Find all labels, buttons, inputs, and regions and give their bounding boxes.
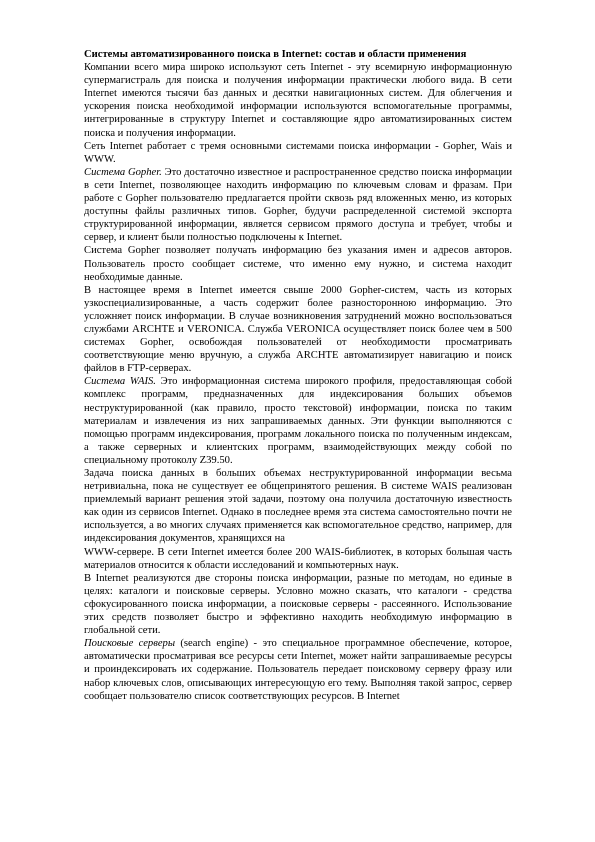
paragraph-2	[84, 140, 512, 166]
paragraph-1	[84, 61, 512, 140]
paragraph-text: Система Gopher позволяет получать информацию без указания имен и адресов авторов. Пользователь просто сообщает системе, что именно ему нужно, и система находит необходимые данные.	[84, 245, 512, 283]
paragraph-9	[84, 572, 512, 637]
paragraph-text: В настоящее время в Internet имеется свыше 2000 Gopher-систем, часть из которых узкоспециализированные, а часть содержит более разносторонною информацию. Это усложняет поиск информации. В случае возникновения затруднений можно воспользоваться службами ARCHTE и VERONICA. Служба VERONICA осуществляет поиск более чем в 500 системах Gopher, освобождая пользователей от необходимости просматривать соответствующие меню вручную, а служба ARCHTE автоматизирует навигацию и поиск файлов в FTP-серверах.	[84, 284, 512, 375]
paragraph-text: (search engine) - это специальное программное обеспечение, которое, автоматически просматривая все ресурсы сети Internet, может найти запрашиваемые ресурсы и проиндексировать их содержание. Пользователь передает поисковому серверу фразу или набор ключевых слов, описывающих интересующую его тему. Выполняя такой запрос, сервер сообщает пользователю список соответствующих ресурсов. В Internet	[84, 638, 512, 702]
paragraph-text: В Internet реализуются две стороны поиска информации, разные по методам, но единые в целях: каталоги и поисковые серверы. Условно можно сказать, что каталоги - средства сфокусированного поиска информации, а поисковые серверы - рассеянного. Использование этих средств позволяет быстро и эффективно находить необходимую информацию в глобальной сети.	[84, 572, 512, 637]
paragraph-text: WWW-сервере. В сети Internet имеется более 200 WAIS-библиотек, в которых большая часть материалов относится к области исследований и компьютерных наук.	[84, 546, 512, 571]
paragraph-8	[84, 546, 512, 572]
paragraph-text: Задача поиска данных в больших объемах неструктурированной информации весьма нетривиальна, пока не существует ее общепринятого решения. В системе WAIS реализован приемлемый вариант решения этой задачи, поэтому она получила достаточную известность как один из сервисов Internet. Однако в последнее время эта система самостоятельно почти не используется, а во многих случаях применяется как вспомогательное средство, например, для индексирования документов, хранящихся на	[84, 468, 512, 545]
paragraph-text: Сеть Internet работает с тремя основными системами поиска информации - Gopher, Wais и WWW.	[84, 140, 512, 165]
paragraph-5	[84, 284, 512, 376]
paragraph-6	[84, 375, 512, 467]
paragraph-text: Это информационная система широкого профиля, предоставляющая собой комплекс программ, предназначенных для индексирования больших объемов неструктурированной (как правило, просто текстовой) информации, поиска по таким материалам и извлечения из них запрашиваемых данных. Эти функции выполняются с помощью программ индексирования, программ локального поиска по полученным индексам, а также серверных и клиентских программ, взаимодействующих между собой по специальному протоколу Z39.50.	[84, 376, 512, 466]
paragraph-10	[84, 637, 512, 702]
paragraph-3	[84, 166, 512, 245]
term-heading: Система Gopher.	[84, 166, 162, 178]
paragraph-text: Компании всего мира широко используют сеть Internet - эту всемирную информационную супермагистраль для поиска и получения информации практически любого вида. В сети Internet имеются тысячи баз данных и десятки навигационных систем. Для облегчения и ускорения поиска необходимой информации используются вспомогательные программы, интегрированные в структуру Internet и составляющие ядро автоматизированных систем поиска и получения информации.	[84, 62, 512, 139]
document-title: Системы автоматизированного поиска в Internet: состав и области применения	[84, 49, 467, 60]
term-heading: Поисковые серверы	[84, 638, 175, 650]
paragraph-text: Это достаточно известное и распространенное средство поиска информации в сети Internet, позволяющее находить информацию по ключевым словам и фразам. При работе с Gopher пользователю предлагается пройти сквозь ряд вложенных меню, из которых доступны файлы различных типов. Gopher, будучи распределенной системой экспорта структурированной информации, является сервисом прямого доступа и требует, чтобы и сервер, и клиент были полностью подключены к Internet.	[84, 166, 512, 244]
document-page	[84, 48, 512, 703]
paragraph-7	[84, 467, 512, 546]
term-heading: Система WAIS.	[84, 376, 156, 388]
paragraph-4	[84, 244, 512, 283]
